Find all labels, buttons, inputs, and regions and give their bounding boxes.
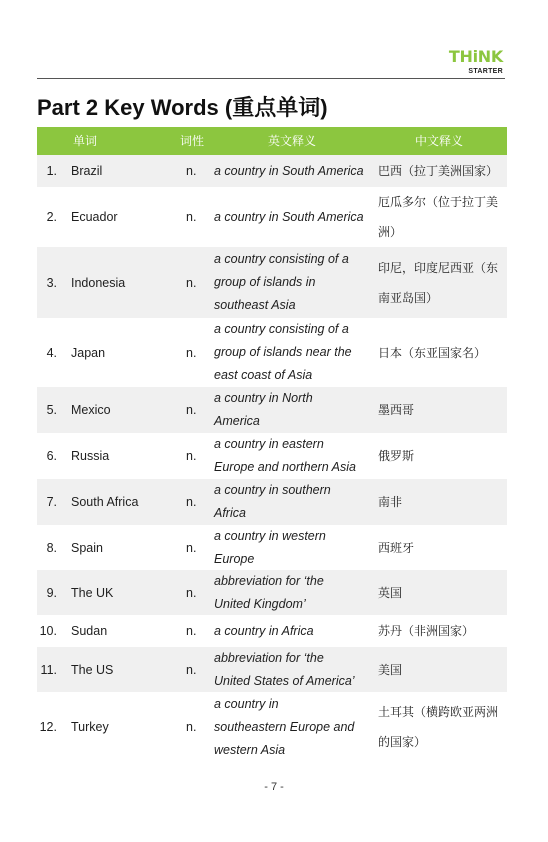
header-divider bbox=[37, 78, 505, 79]
logo-sub-text: STARTER bbox=[468, 68, 503, 75]
english-definition-line: a country in eastern bbox=[214, 437, 324, 451]
english-definition bbox=[214, 187, 378, 247]
english-definition bbox=[214, 155, 378, 187]
english-definition-line: a country consisting of a bbox=[214, 322, 349, 336]
row-number: 11. bbox=[40, 662, 57, 677]
table-row bbox=[37, 570, 507, 615]
english-definition-line: abbreviation for ‘the bbox=[214, 650, 324, 665]
chinese-definition-line: 美国 bbox=[378, 662, 403, 677]
page-title: Part 2 Key Words (重点单词) bbox=[37, 95, 328, 120]
english-definition-line: United States of America’ bbox=[214, 673, 355, 688]
english-definition-line: southeastern Europe and bbox=[214, 719, 355, 734]
word: Brazil bbox=[71, 164, 103, 178]
word: Mexico bbox=[71, 403, 111, 417]
english-definition-line: Europe bbox=[214, 551, 255, 566]
chinese-definition bbox=[378, 479, 507, 525]
chinese-definition-line: 洲） bbox=[378, 225, 403, 239]
column-header-part-of-speech: 词性 bbox=[180, 134, 205, 148]
row-number: 5. bbox=[46, 403, 57, 417]
chinese-definition-line: 西班牙 bbox=[378, 540, 415, 555]
word: Russia bbox=[71, 449, 110, 463]
english-definition-line: a country consisting of a bbox=[214, 252, 349, 266]
english-definition-line: a country in South America bbox=[214, 209, 364, 224]
english-definition-line: America bbox=[214, 414, 260, 428]
english-definition bbox=[214, 615, 378, 647]
think-starter-logo bbox=[430, 47, 503, 76]
word: Sudan bbox=[71, 624, 108, 638]
english-definition bbox=[214, 247, 378, 318]
word: Japan bbox=[71, 345, 106, 360]
table-row bbox=[37, 247, 507, 318]
part-of-speech: n. bbox=[186, 662, 197, 677]
english-definition bbox=[214, 318, 378, 387]
table-row bbox=[37, 433, 507, 479]
word: Indonesia bbox=[71, 275, 126, 290]
part-of-speech: n. bbox=[186, 164, 197, 178]
chinese-definition bbox=[378, 570, 507, 615]
row-number: 9. bbox=[46, 585, 57, 600]
english-definition-line: western Asia bbox=[214, 742, 286, 757]
english-definition bbox=[214, 647, 378, 692]
english-definition bbox=[214, 433, 378, 479]
table-row bbox=[37, 155, 507, 187]
chinese-definition bbox=[378, 647, 507, 692]
column-header-word: 单词 bbox=[73, 134, 98, 148]
word: Ecuador bbox=[71, 210, 118, 224]
part-of-speech: n. bbox=[186, 495, 197, 509]
english-definition-line: group of islands near the bbox=[214, 345, 352, 359]
table-header bbox=[37, 127, 507, 155]
table-row bbox=[37, 615, 507, 647]
table-row bbox=[37, 479, 507, 525]
chinese-definition bbox=[378, 525, 507, 570]
chinese-definition-line: 南非 bbox=[378, 495, 403, 509]
chinese-definition-line: 厄瓜多尔（位于拉丁美 bbox=[378, 195, 499, 209]
word: Spain bbox=[71, 540, 103, 555]
chinese-definition-line: 苏丹（非洲国家） bbox=[378, 624, 475, 638]
table-row bbox=[37, 387, 507, 433]
english-definition-line: United Kingdom’ bbox=[214, 596, 306, 611]
english-definition-line: southeast Asia bbox=[214, 298, 296, 312]
chinese-definition-line: 巴西（拉丁美洲国家） bbox=[378, 164, 499, 178]
row-number: 7. bbox=[46, 495, 57, 509]
logo-brand-text: THiNK bbox=[448, 47, 503, 66]
english-definition-line: a country in western bbox=[214, 528, 326, 543]
english-definition-line: a country in bbox=[214, 696, 279, 711]
word: Turkey bbox=[71, 720, 109, 734]
table-row bbox=[37, 525, 507, 570]
english-definition bbox=[214, 570, 378, 615]
part-of-speech: n. bbox=[186, 275, 197, 290]
chinese-definition-line: 英国 bbox=[378, 585, 403, 600]
chinese-definition bbox=[378, 155, 507, 187]
word-table-body bbox=[37, 155, 507, 762]
chinese-definition-line: 土耳其（横跨欧亚两洲 bbox=[378, 705, 499, 719]
english-definition-line: Europe and northern Asia bbox=[214, 460, 356, 474]
part-of-speech: n. bbox=[186, 624, 197, 638]
table-row bbox=[37, 692, 507, 762]
part-of-speech: n. bbox=[186, 449, 197, 463]
english-definition-line: east coast of Asia bbox=[214, 368, 313, 382]
row-number: 4. bbox=[46, 345, 57, 360]
chinese-definition bbox=[378, 387, 507, 433]
row-number: 1. bbox=[46, 164, 57, 178]
word: South Africa bbox=[71, 495, 139, 509]
chinese-definition bbox=[378, 187, 507, 247]
english-definition-line: a country in North bbox=[214, 391, 313, 405]
english-definition-line: Africa bbox=[214, 506, 246, 520]
row-number: 8. bbox=[46, 540, 57, 555]
english-definition bbox=[214, 479, 378, 525]
row-number: 12. bbox=[39, 720, 57, 734]
chinese-definition-line: 南亚岛国） bbox=[378, 290, 439, 305]
chinese-definition-line: 俄罗斯 bbox=[378, 449, 415, 463]
part-of-speech: n. bbox=[186, 210, 197, 224]
english-definition bbox=[214, 692, 378, 762]
chinese-definition bbox=[378, 692, 507, 762]
chinese-definition-line: 日本（东亚国家名） bbox=[378, 345, 487, 360]
english-definition-line: a country in southern bbox=[214, 483, 331, 497]
word: The UK bbox=[71, 585, 114, 600]
chinese-definition-line: 印尼，印度尼西亚（东 bbox=[378, 260, 499, 275]
part-of-speech: n. bbox=[186, 585, 197, 600]
table-row bbox=[37, 187, 507, 247]
row-number: 3. bbox=[46, 275, 57, 290]
chinese-definition bbox=[378, 615, 507, 647]
column-header-chinese-definition: 中文释义 bbox=[415, 134, 464, 148]
row-number: 10. bbox=[39, 624, 57, 638]
chinese-definition bbox=[378, 318, 507, 387]
english-definition-line: abbreviation for ‘the bbox=[214, 573, 324, 588]
english-definition-line: a country in South America bbox=[214, 163, 364, 178]
row-number: 2. bbox=[46, 210, 57, 224]
page-number: - 7 - bbox=[264, 781, 284, 793]
table-row bbox=[37, 318, 507, 387]
english-definition bbox=[214, 525, 378, 570]
word: The US bbox=[71, 662, 114, 677]
english-definition-line: group of islands in bbox=[214, 275, 316, 289]
row-number: 6. bbox=[46, 449, 57, 463]
part-of-speech: n. bbox=[186, 345, 197, 360]
table-row bbox=[37, 647, 507, 692]
part-of-speech: n. bbox=[186, 540, 197, 555]
part-of-speech: n. bbox=[186, 403, 197, 417]
english-definition-line: a country in Africa bbox=[214, 623, 314, 638]
chinese-definition bbox=[378, 433, 507, 479]
part-of-speech: n. bbox=[186, 720, 197, 734]
chinese-definition-line: 的国家） bbox=[378, 735, 427, 749]
chinese-definition bbox=[378, 247, 507, 318]
chinese-definition-line: 墨西哥 bbox=[378, 403, 415, 417]
column-header-english-definition: 英文释义 bbox=[268, 134, 317, 148]
english-definition bbox=[214, 387, 378, 433]
